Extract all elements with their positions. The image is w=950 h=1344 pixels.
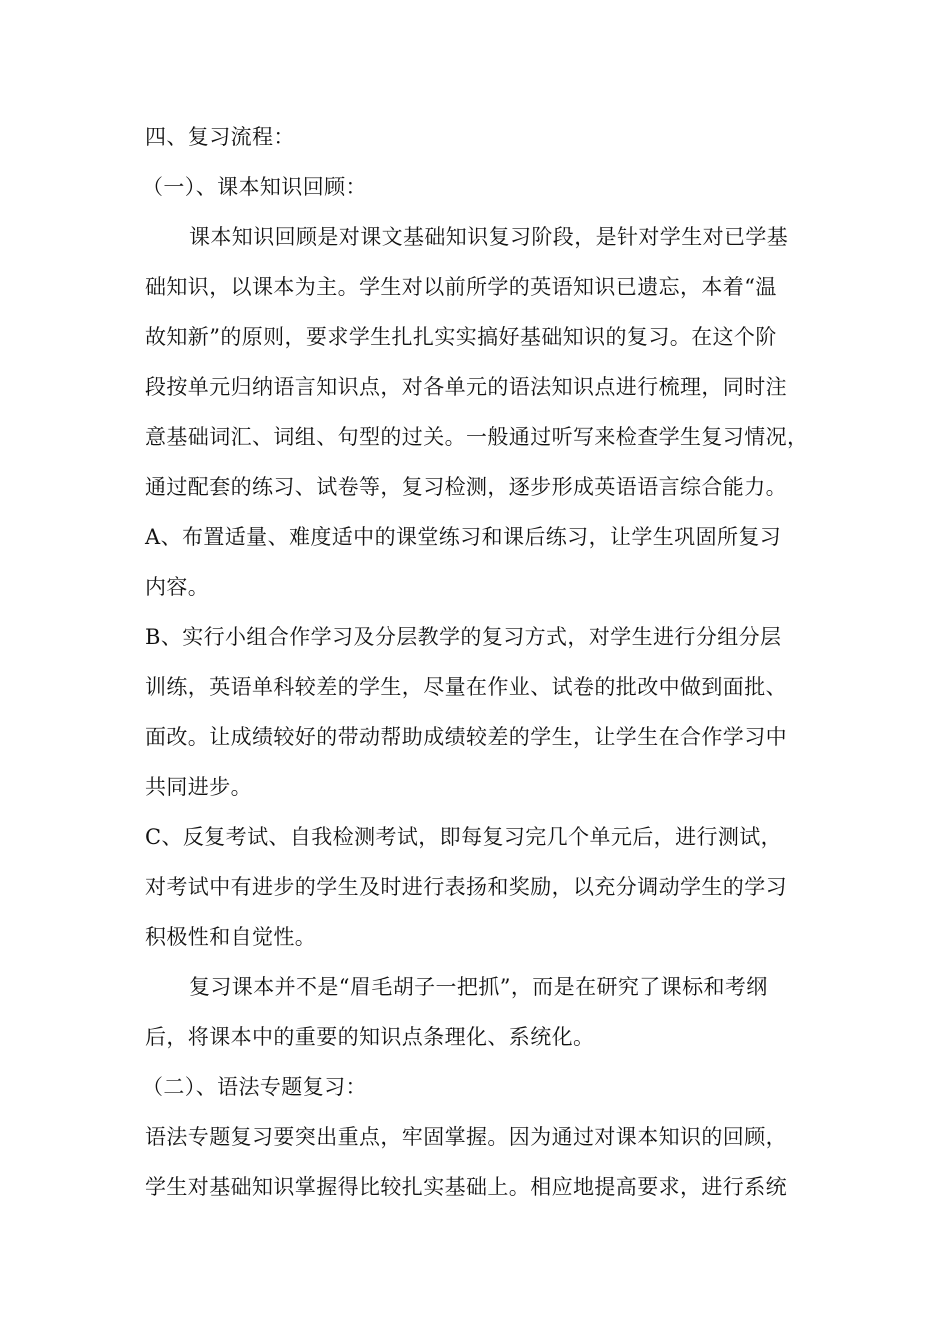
text-line: C、反复考试、自我检测考试，即每复习完几个单元后，进行测试， — [145, 825, 783, 849]
text-line: 面改。让成绩较好的带动帮助成绩较差的学生，让学生在合作学习中 — [145, 725, 787, 749]
text-line: 积极性和自觉性。 — [145, 925, 317, 949]
text-line: 后，将课本中的重要的知识点条理化、系统化。 — [145, 1025, 595, 1049]
text-line: 意基础词汇、词组、句型的过关。一般通过听写来检查学生复习情况， — [145, 425, 809, 449]
text-line: 通过配套的练习、试卷等，复习检测，逐步形成英语语言综合能力。 — [145, 475, 787, 499]
text-line: 训练，英语单科较差的学生，尽量在作业、试卷的批改中做到面批、 — [145, 675, 787, 699]
text-line: 语法专题复习要突出重点，牢固掌握。因为通过对课本知识的回顾， — [145, 1125, 787, 1149]
text-line: 故知新”的原则，要求学生扎扎实实搞好基础知识的复习。在这个阶 — [145, 325, 777, 349]
text-line: 内容。 — [145, 575, 210, 599]
text-line: （一）、课本知识回顾： — [142, 175, 367, 199]
text-line: 四、复习流程： — [145, 125, 295, 149]
text-line: 共同进步。 — [145, 775, 252, 799]
text-line: A、布置适量、难度适中的课堂练习和课后练习，让学生巩固所复习 — [145, 525, 782, 549]
text-line: （二）、语法专题复习： — [142, 1075, 367, 1099]
text-line: 段按单元归纳语言知识点，对各单元的语法知识点进行梳理，同时注 — [145, 375, 787, 399]
text-line: 对考试中有进步的学生及时进行表扬和奖励，以充分调动学生的学习 — [145, 875, 787, 899]
text-line: B、实行小组合作学习及分层教学的复习方式，对学生进行分组分层 — [145, 625, 782, 649]
text-line: 础知识，以课本为主。学生对以前所学的英语知识已遗忘，本着“温 — [145, 275, 777, 299]
text-line: 学生对基础知识掌握得比较扎实基础上。相应地提高要求，进行系统 — [145, 1175, 787, 1199]
document-body — [142, 112, 815, 1212]
text-line: 课本知识回顾是对课文基础知识复习阶段，是针对学生对已学基 — [189, 225, 789, 249]
text-line: 复习课本并不是“眉毛胡子一把抓”，而是在研究了课标和考纲 — [189, 975, 768, 999]
